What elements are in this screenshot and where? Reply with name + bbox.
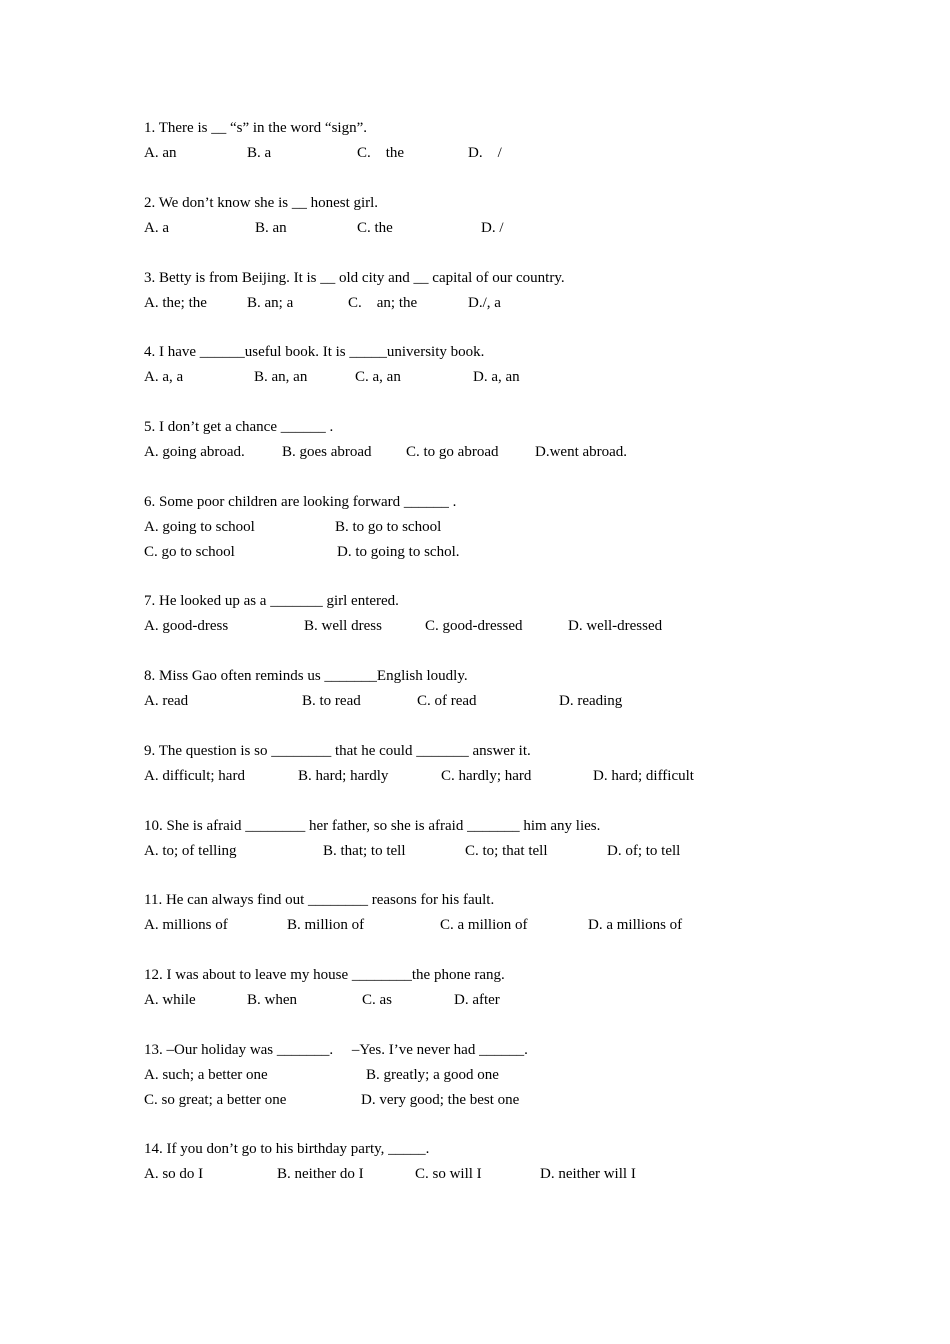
q4-option-d: D. a, an bbox=[473, 369, 520, 385]
question-14: 14. If you don’t go to his birthday party, _____. bbox=[144, 1141, 430, 1157]
q9-option-a: A. difficult; hard bbox=[144, 768, 245, 784]
q4-option-c: C. a, an bbox=[355, 369, 401, 385]
q14-option-c: C. so will I bbox=[415, 1166, 482, 1182]
q10-option-b: B. that; to tell bbox=[323, 843, 406, 859]
q5-option-a: A. going abroad. bbox=[144, 444, 245, 460]
q5-option-d: D.went abroad. bbox=[535, 444, 628, 460]
q4-option-a: A. a, a bbox=[144, 369, 184, 385]
q10-option-a: A. to; of telling bbox=[144, 843, 237, 859]
q14-option-b: B. neither do I bbox=[277, 1166, 364, 1182]
q2-option-c: C. the bbox=[357, 220, 393, 236]
q12-option-d: D. after bbox=[454, 992, 500, 1008]
question-2: 2. We don’t know she is __ honest girl. bbox=[144, 195, 379, 211]
q12-option-b: B. when bbox=[247, 992, 297, 1008]
q5-option-c: C. to go abroad bbox=[406, 444, 499, 460]
q7-option-b: B. well dress bbox=[304, 618, 382, 634]
question-9: 9. The question is so ________ that he could _______ answer it. bbox=[144, 743, 531, 759]
question-4: 4. I have ______useful book. It is _____university book. bbox=[144, 344, 485, 360]
question-13: 13. –Our holiday was _______. –Yes. I’ve never had ______. bbox=[144, 1042, 528, 1058]
q7-option-d: D. well-dressed bbox=[568, 618, 663, 634]
q8-option-b: B. to read bbox=[302, 693, 361, 709]
q11-option-d: D. a millions of bbox=[588, 917, 683, 933]
q9-option-c: C. hardly; hard bbox=[441, 768, 532, 784]
q1-option-a: A. an bbox=[144, 145, 177, 161]
q3-option-a: A. the; the bbox=[144, 295, 207, 311]
q9-option-b: B. hard; hardly bbox=[298, 768, 389, 784]
question-10: 10. She is afraid ________ her father, so she is afraid _______ him any lies. bbox=[144, 818, 601, 834]
q13-option-c: C. so great; a better one bbox=[144, 1092, 287, 1108]
q3-option-c: C. an; the bbox=[348, 295, 418, 311]
question-7: 7. He looked up as a _______ girl entered. bbox=[144, 593, 399, 609]
q11-option-a: A. millions of bbox=[144, 917, 228, 933]
q6-option-a: A. going to school bbox=[144, 519, 255, 535]
q12-option-a: A. while bbox=[144, 992, 196, 1008]
q8-option-a: A. read bbox=[144, 693, 189, 709]
question-3: 3. Betty is from Beijing. It is __ old city and __ capital of our country. bbox=[144, 270, 565, 286]
q1-option-b: B. a bbox=[247, 145, 272, 161]
q1-option-d: D. / bbox=[468, 145, 502, 161]
q10-option-c: C. to; that tell bbox=[465, 843, 548, 859]
question-12: 12. I was about to leave my house ________the phone rang. bbox=[144, 967, 505, 983]
q4-option-b: B. an, an bbox=[254, 369, 308, 385]
q11-option-b: B. million of bbox=[287, 917, 365, 933]
q11-option-c: C. a million of bbox=[440, 917, 528, 933]
q6-option-b: B. to go to school bbox=[335, 519, 442, 535]
q13-option-b: B. greatly; a good one bbox=[366, 1067, 499, 1083]
q12-option-c: C. as bbox=[362, 992, 392, 1008]
question-8: 8. Miss Gao often reminds us _______English loudly. bbox=[144, 668, 468, 684]
q14-option-d: D. neither will I bbox=[540, 1166, 636, 1182]
q9-option-d: D. hard; difficult bbox=[593, 768, 694, 784]
question-1: 1. There is __ “s” in the word “sign”. bbox=[144, 120, 368, 136]
q3-option-b: B. an; a bbox=[247, 295, 294, 311]
q6-option-c: C. go to school bbox=[144, 544, 235, 560]
question-11: 11. He can always find out ________ reasons for his fault. bbox=[144, 892, 495, 908]
q1-option-c: C. the bbox=[357, 145, 405, 161]
q3-option-d: D./, a bbox=[468, 295, 501, 311]
q13-option-d: D. very good; the best one bbox=[361, 1092, 520, 1108]
q2-option-b: B. an bbox=[255, 220, 287, 236]
q10-option-d: D. of; to tell bbox=[607, 843, 681, 859]
q7-option-a: A. good-dress bbox=[144, 618, 229, 634]
q5-option-b: B. goes abroad bbox=[282, 444, 372, 460]
q8-option-c: C. of read bbox=[417, 693, 477, 709]
question-6: 6. Some poor children are looking forward ______ . bbox=[144, 494, 457, 510]
question-5: 5. I don’t get a chance ______ . bbox=[144, 419, 334, 435]
q13-option-a: A. such; a better one bbox=[144, 1067, 268, 1083]
q2-option-d: D. / bbox=[481, 220, 504, 236]
q2-option-a: A. a bbox=[144, 220, 169, 236]
q8-option-d: D. reading bbox=[559, 693, 623, 709]
q14-option-a: A. so do I bbox=[144, 1166, 204, 1182]
q7-option-c: C. good-dressed bbox=[425, 618, 523, 634]
q6-option-d: D. to going to schol. bbox=[337, 544, 460, 560]
